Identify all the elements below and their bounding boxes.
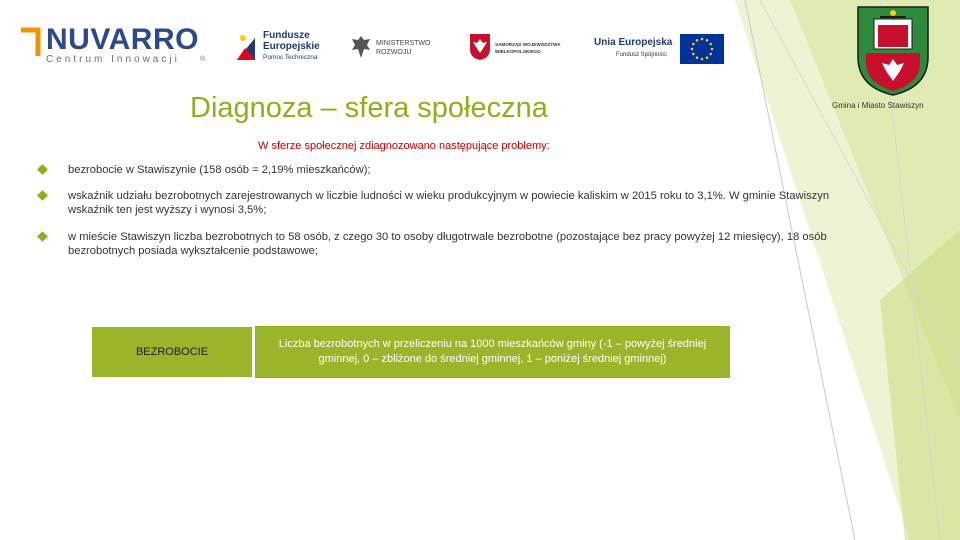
nuvarro-logo <box>18 24 208 68</box>
list-item-text: bezrobocie w Stawiszynie (158 osób = 2,19% mieszkańców); <box>68 164 371 176</box>
slide-title: Diagnoza – sfera społeczna <box>190 92 548 124</box>
list-item-text: wskaźnik udziału bezrobotnych zarejestrowanych w liczbie ludności w wieku produkcyjnym w powiecie kaliskim w 2015 roku to 3,1%. W gminie Stawiszyn wskaźnik ten jest wyższy i wynosi 3,5%; <box>68 190 830 216</box>
shield-icon <box>469 33 491 61</box>
fe-star-icon <box>233 30 259 62</box>
ue-line2: Fundusz Spójności <box>616 52 667 58</box>
ue-line1: Unia Europejska <box>594 37 673 48</box>
indicator-table <box>91 326 730 378</box>
samorzad-wojewodztwa-logo <box>469 33 579 65</box>
table-cell-description: Liczba bezrobotnych w przeliczeniu na 1000 mieszkańców gminy (-1 – powyżej średniej gminnej, 0 – zbliżone do średniej gminnej, 1 – poniżej średniej gminnej) <box>255 326 730 378</box>
list-item <box>38 163 848 177</box>
fe-line3: Pomoc Techniczna <box>263 54 318 61</box>
problem-list <box>38 163 848 270</box>
stawiszyn-coat-of-arms-icon <box>856 5 930 97</box>
samorzad-line1: SAMORZĄD WOJEWÓDZTWA <box>495 42 561 47</box>
fundusze-europejskie-logo <box>233 28 333 68</box>
diamond-bullet-icon <box>37 231 48 242</box>
intro-text: W sferze społecznej zdiagnozowano następujące problemy: <box>258 140 550 152</box>
diamond-bullet-icon <box>37 190 48 201</box>
fe-line1: Fundusze <box>263 30 310 41</box>
ministerstwo-rozwoju-logo <box>350 34 445 66</box>
min-line2: ROZWOJU <box>376 49 412 56</box>
list-item-text: w mieście Stawiszyn liczba bezrobotnych to 58 osób, z czego 30 to osoby długotrwale bezrobotne (pozostające bez pracy powyżej 12 miesięcy), 18 osób bezrobotnych posiada wykształcenie podstawowe; <box>68 231 827 257</box>
gmina-label: Gmina i Miasto Stawiszyn <box>832 101 924 110</box>
diamond-bullet-icon <box>37 164 48 175</box>
unia-europejska-logo <box>594 34 724 66</box>
nuvarro-bracket-icon <box>18 26 42 60</box>
nuvarro-registered: ® <box>200 56 206 63</box>
table-cell-category: BEZROBOCIE <box>91 326 253 378</box>
min-line1: MINISTERSTWO <box>376 40 431 47</box>
nuvarro-name: NUVARRO <box>46 23 199 56</box>
list-item <box>38 230 848 258</box>
eagle-icon <box>350 34 372 60</box>
fe-line2: Europejskie <box>263 41 320 52</box>
nuvarro-subtitle: Centrum Innowacji <box>46 54 180 65</box>
eu-flag-icon <box>680 34 724 64</box>
samorzad-line2: WIELKOPOLSKIEGO <box>495 49 541 54</box>
list-item <box>38 189 848 217</box>
